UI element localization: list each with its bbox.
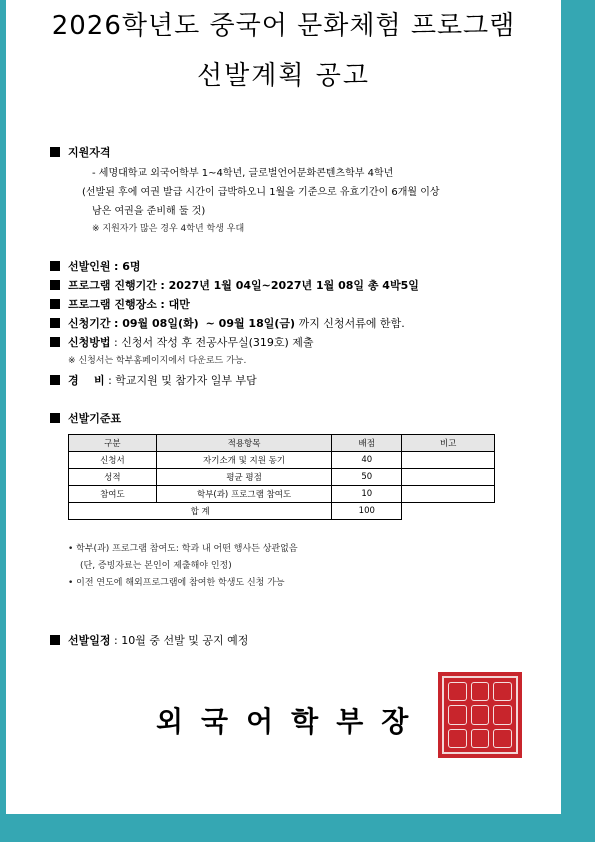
criteria-header-cell: 배점 <box>332 435 402 452</box>
period-label: 프로그램 진행기간 <box>68 279 157 292</box>
table-row <box>69 469 495 486</box>
document-page <box>6 0 561 814</box>
table-cell <box>402 486 495 503</box>
criteria-heading: 선발기준표 <box>68 412 122 425</box>
apply-label: 신청기간 <box>68 317 111 330</box>
table-row <box>69 452 495 469</box>
criteria-heading-row <box>50 410 121 426</box>
method-label: 신청방법 <box>68 336 111 349</box>
criteria-header-cell: 비고 <box>402 435 495 452</box>
square-bullet-icon <box>50 299 60 309</box>
period-row <box>50 277 419 293</box>
criteria-note2: (단, 증빙자료는 본인이 제출해야 인정) <box>80 561 232 571</box>
square-bullet-icon <box>50 280 60 290</box>
place-label: 프로그램 진행장소 <box>68 298 157 311</box>
table-cell: 참여도 <box>69 486 157 503</box>
total-label: 합 계 <box>69 503 332 520</box>
table-row <box>69 486 495 503</box>
square-bullet-icon <box>50 261 60 271</box>
qualification-heading-row <box>50 144 111 160</box>
square-bullet-icon <box>50 337 60 347</box>
method-row <box>50 334 314 350</box>
criteria-note3: • 이전 연도에 해외프로그램에 참여한 학생도 신청 가능 <box>68 578 285 588</box>
square-bullet-icon <box>50 413 60 423</box>
table-cell: 10 <box>332 486 402 503</box>
square-bullet-icon <box>50 147 60 157</box>
table-cell <box>402 469 495 486</box>
qualification-line3: 남은 여권을 준비해 둘 것) <box>92 206 206 217</box>
table-cell: 자기소개 및 지원 동기 <box>156 452 332 469</box>
table-cell: 평균 평점 <box>156 469 332 486</box>
cost-label: 경 비 <box>68 374 105 387</box>
document-title-line2: 선발계획 공고 <box>197 61 370 91</box>
method-value: : 신청서 작성 후 전공사무실(319호) 제출 <box>114 336 314 349</box>
table-cell: 신청서 <box>69 452 157 469</box>
table-cell: 50 <box>332 469 402 486</box>
apply-value-start: : 09월 08일(화) <box>114 317 199 330</box>
apply-value-note: 까지 신청서류에 한함. <box>298 317 405 330</box>
schedule-label: 선발일정 <box>68 634 111 647</box>
cost-row <box>50 372 257 388</box>
total-value: 100 <box>332 503 402 520</box>
table-cell: 성적 <box>69 469 157 486</box>
criteria-table <box>68 434 495 520</box>
signature-title: 외국어학부장 <box>156 705 427 738</box>
place-value: : 대만 <box>160 298 190 311</box>
period-value: : 2027년 1월 04일~2027년 1월 08일 총 4박5일 <box>160 279 419 292</box>
recruit-row <box>50 258 141 274</box>
qualification-line2: (선발된 후에 여권 발급 시간이 급박하오니 1월을 기준으로 유효기간이 6개월 이상 <box>82 187 440 198</box>
square-bullet-icon <box>50 318 60 328</box>
place-row <box>50 296 190 312</box>
square-bullet-icon <box>50 635 60 645</box>
qualification-note: ※ 지원자가 많은 경우 4학년 학생 우대 <box>92 224 245 234</box>
criteria-header-row <box>69 435 495 452</box>
recruit-value: : 6명 <box>114 260 141 273</box>
seal-pattern <box>446 680 514 750</box>
total-row <box>69 503 495 520</box>
method-note: ※ 신청서는 학부홈페이지에서 다운로드 가능. <box>68 356 247 366</box>
table-cell: 40 <box>332 452 402 469</box>
official-seal-stamp <box>438 672 522 758</box>
criteria-note1: • 학부(과) 프로그램 참여도: 학과 내 어떤 행사든 상관없음 <box>68 544 298 554</box>
cost-value: : 학교지원 및 참가자 일부 부담 <box>108 374 257 387</box>
criteria-header-cell: 적용항목 <box>156 435 332 452</box>
document-title-line1: 2026학년도 중국어 문화체험 프로그램 <box>51 11 516 41</box>
square-bullet-icon <box>50 375 60 385</box>
apply-value-end: ~ 09월 18일(금) <box>205 317 296 330</box>
qualification-line1: - 세명대학교 외국어학부 1~4학년, 글로벌언어문화콘텐츠학부 4학년 <box>92 168 394 179</box>
schedule-value: : 10월 중 선발 및 공지 예정 <box>114 634 249 647</box>
table-cell <box>402 452 495 469</box>
recruit-label: 선발인원 <box>68 260 111 273</box>
table-cell: 학부(과) 프로그램 참여도 <box>156 486 332 503</box>
schedule-row <box>50 632 248 648</box>
empty-cell <box>402 503 495 520</box>
qualification-heading: 지원자격 <box>68 146 111 159</box>
apply-row <box>50 315 405 331</box>
criteria-header-cell: 구분 <box>69 435 157 452</box>
